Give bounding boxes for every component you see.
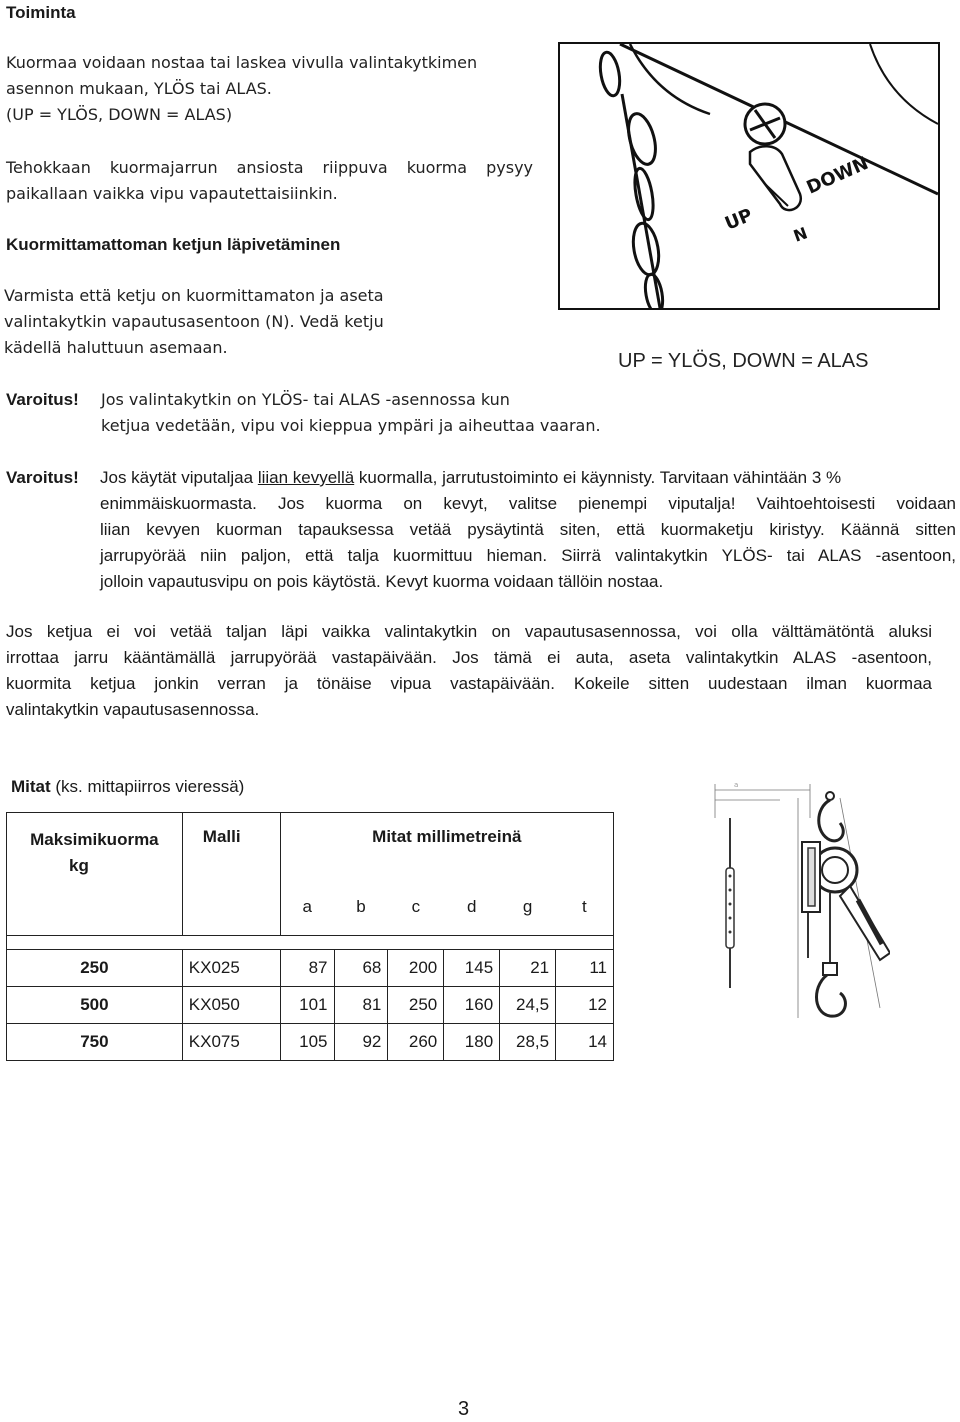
header-dims: Mitat millimetreinä bbox=[280, 813, 613, 880]
intro-paragraph-1 bbox=[6, 50, 533, 128]
brake-line-1: Jos ketjua ei voi vetää taljan läpi vaikka valintakytkin on vapautusasennossa, voi olla välttämätöntä aluksi bbox=[6, 622, 932, 641]
selector-lever bbox=[750, 146, 801, 210]
warning-2-line-5: jolloin vapautusvipu on pois käytöstä. Kevyt kuorma voidaan tällöin nostaa. bbox=[100, 572, 664, 591]
figure-caption: UP = YLÖS, DOWN = ALAS bbox=[618, 350, 869, 372]
table-row: 250 KX025 87 68 200 145 21 11 bbox=[7, 950, 614, 987]
page-number: 3 bbox=[458, 1398, 470, 1420]
intro-paragraph-2 bbox=[6, 155, 533, 207]
intro-p1-line-2: asennon mukaan, YLÖS tai ALAS. bbox=[6, 79, 272, 98]
brake-line-4: valintakytkin vapautusasennossa. bbox=[6, 700, 260, 719]
warning-2-line-1: Jos käytät viputaljaa liian kevyellä kuormalla, jarrutustoiminto ei käynnisty. Tarvitaan vähintään 3 % bbox=[100, 468, 842, 487]
unloaded-line-3: kädellä haluttuun asemaan. bbox=[4, 338, 228, 357]
warning-2-line-3: liian kevyen kuorman tapauksessa vetää pysäytintä siten, että kuormaketju kiristyy. Käännä sitten bbox=[100, 520, 956, 539]
warning-1-line-1: Jos valintakytkin on YLÖS- tai ALAS -asennossa kun bbox=[101, 390, 510, 409]
svg-text:a: a bbox=[734, 781, 739, 789]
selector-switch-drawing bbox=[560, 44, 938, 308]
dim-key-t: t bbox=[556, 879, 614, 936]
warning-2-line-4: jarrupyörää niin paljon, että talja kuormittuu hieman. Siirrä valintakytkin YLÖS- tai ALAS -asentoon, bbox=[100, 546, 956, 565]
warning-2-text bbox=[100, 465, 956, 595]
hoist-dimension-drawing bbox=[690, 778, 890, 1038]
intro-p1-line-1: Kuormaa voidaan nostaa tai laskea vivulla valintakytkimen bbox=[6, 53, 478, 72]
dim-key-d: d bbox=[444, 879, 500, 936]
unloaded-chain-paragraph bbox=[4, 283, 454, 361]
intro-p2-line-1: Tehokkaan kuormajarrun ansiosta riippuva kuorma pysyy bbox=[6, 158, 533, 177]
intro-p2-line-2: paikallaan vaikka vipu vapautettaisiinkin. bbox=[6, 184, 338, 203]
dim-key-g: g bbox=[500, 879, 556, 936]
unloaded-chain-heading: Kuormittamattoman ketjun läpivetäminen bbox=[6, 235, 341, 254]
warning-1-text bbox=[101, 387, 641, 439]
dimensions-table bbox=[6, 812, 614, 1061]
label-down: DOWN bbox=[803, 152, 872, 199]
dimensions-heading: Mitat (ks. mittapiirros vieressä) bbox=[11, 777, 245, 796]
warning-2-line-2: enimmäiskuormasta. Jos kuorma on kevyt, valitse pienempi viputalja! Vaihtoehtoisesti voidaan bbox=[100, 494, 956, 513]
header-max-load: Maksimikuorma kg bbox=[7, 813, 183, 936]
dim-key-c: c bbox=[388, 879, 444, 936]
brake-line-3: kuormita ketjua jonkin verran ja tönäise vipua vastapäivään. Kokeile sitten uudestaan ilman kuormaa bbox=[6, 674, 932, 693]
intro-p1-line-3: (UP = YLÖS, DOWN = ALAS) bbox=[6, 105, 233, 124]
underlined-phrase: liian kevyellä bbox=[257, 468, 355, 487]
dim-key-a: a bbox=[280, 879, 334, 936]
selector-switch-figure bbox=[558, 42, 940, 310]
table-spacer-row bbox=[7, 936, 614, 950]
header-model: Malli bbox=[182, 813, 280, 936]
unloaded-line-2: valintakytkin vapautusasentoon (N). Vedä ketju bbox=[4, 312, 384, 331]
label-up: UP bbox=[722, 204, 756, 235]
lever-hoist-icon bbox=[690, 778, 890, 1038]
section-title: Toiminta bbox=[6, 3, 76, 22]
warning-2-label: Varoitus! bbox=[6, 468, 79, 487]
warning-1-line-2: ketjua vedetään, vipu voi kieppua ympäri ja aiheuttaa vaaran. bbox=[101, 416, 601, 435]
dim-key-b: b bbox=[334, 879, 388, 936]
brake-release-paragraph bbox=[6, 619, 932, 723]
brake-line-2: irrottaa jarru kääntämällä jarrupyörää vastapäivään. Jos tämä ei auta, aseta valintakytkin ALAS -asentoon, bbox=[6, 648, 932, 667]
unloaded-line-1: Varmista että ketju on kuormittamaton ja aseta bbox=[4, 286, 384, 305]
screw-icon bbox=[745, 104, 785, 144]
table-row: 500 KX050 101 81 250 160 24,5 12 bbox=[7, 987, 614, 1024]
label-n: N bbox=[790, 223, 810, 246]
warning-1-label: Varoitus! bbox=[6, 390, 79, 409]
table-header-row bbox=[7, 813, 614, 880]
chain-links bbox=[597, 51, 665, 308]
table-row: 750 KX075 105 92 260 180 28,5 14 bbox=[7, 1024, 614, 1061]
